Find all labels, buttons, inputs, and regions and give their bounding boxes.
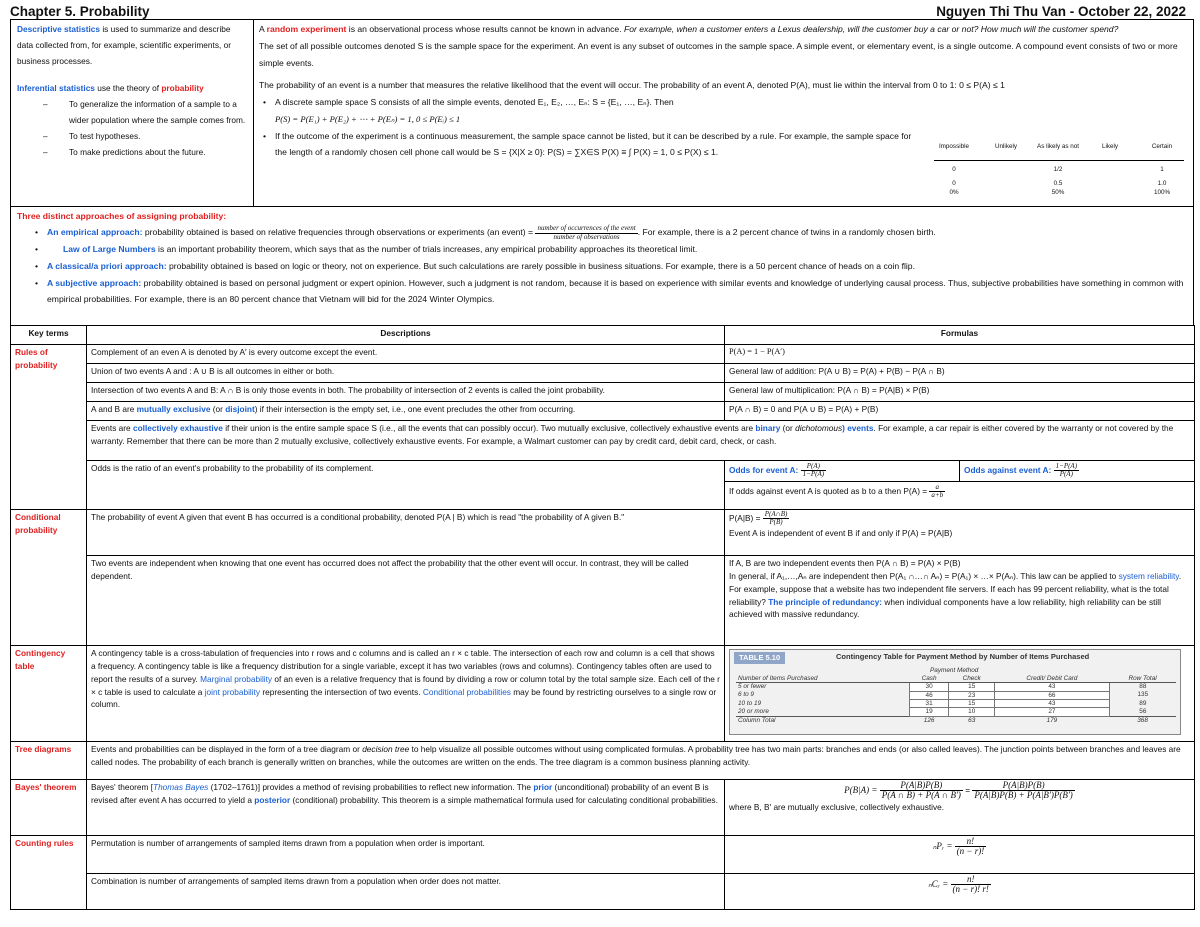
- random-experiment-text: A random experiment is an observational process whose results cannot be known in advance. For example, when a customer enters a Lexus dealership, will the customer buy a car or not? How much will the customer spend?: [259, 24, 1119, 34]
- list-item: – To test hypotheses.: [17, 128, 247, 144]
- list-item: • An empirical approach: probability obtained is based on relative frequencies through observations or experiments (an event) = $\frac{\text{number of occurrences of the event}}{\text{number of observations}}$ . For example, there is a 2 percent chance of twins in a randomly chosen birth.: [31, 224, 1187, 241]
- table-row: 20 or more 19 10 27 56: [738, 707, 1147, 716]
- scale-percents: 0% 50% 100%: [949, 189, 1171, 197]
- inferential-statistics-term: Inferential statistics: [17, 82, 95, 93]
- list-item: • If the outcome of the experiment is a continuous measurement, the sample space cannot be listed, but it can be described by a rule. For example, the sample space for the length of a randomly chosen cell phone call would be S = {X|X ≥ 0}: P(S) = ∑X∈S P(X) ≡ ∫ P(X) = 1, 0 ≤ P(X) ≤ 1.: [259, 128, 914, 162]
- table-row: Column Total 126 63 179 368: [736, 716, 1176, 724]
- probability-scale: [928, 142, 1190, 198]
- random-experiment-term: random experiment: [266, 24, 347, 34]
- column-header: Formulas: [725, 326, 1195, 345]
- sample-space-text: The set of all possible outcomes denoted S is the sample space for the experiment. An event is any subset of outcomes in the sample space. A simple event, or elementary event, is a single outcome. A compound event consists of two or more simple events.: [259, 40, 1178, 68]
- odds-quoted-fraction: $\frac{a}{a+b}$: [931, 482, 944, 500]
- scale-decimals: 0 0.5 1.0: [952, 179, 1167, 187]
- conditional-fraction: $\frac{P(A\cap B)}{P(B)}$: [764, 510, 788, 527]
- list-item: • Law of Large Numbers is an important probability theorem, which says that as the number of trials increases, any empirical probability approaches its theoretical limit.: [31, 241, 1187, 258]
- approaches-box: [10, 206, 1194, 326]
- table-row: 10 to 19 31 15 43 89: [738, 699, 1147, 708]
- table-row: Conditional probability The probability of event A given that event B has occurred is a conditional probability, denoted P(A | B) which is read "the probability of A given B." P(A|B) = $\frac{P(A\cap B)}{P(B)}$ Event A is independent of event B if and only if P(A) = P(A|B): [11, 510, 1195, 556]
- key-term-rules: Rules of probability: [11, 345, 87, 510]
- table-row: Two events are independent when knowing that one event has occurred does not affect the probability that the other event will occur. In contrast, they will be called dependent. If A, B are two independent events then P(A ∩ B) = P(A) × P(B) In general, if A₁,…,Aₙ are independent then P(A₁ ∩…∩ Aₙ) = P(A₁) × …× P(Aₙ). This law can be applied to system reliability. For example, suppose that a website has two independent file servers. If each has 99 percent reliability, what is the total reliability? The principle of redundancy: when individual components have a low reliability, high reliability can be still achieved with massive redundancy.: [11, 556, 1195, 646]
- statistics-intro-box: [10, 19, 254, 207]
- table-row: Rules of probability Complement of an even A is denoted by A′ is every outcome except the event. P(A) = 1 − P(A′): [11, 345, 1195, 364]
- descriptive-statistics-text: Descriptive statistics is used to summarize and describe data collected from, for example, scientific experiments, or business processes.: [17, 24, 231, 67]
- scale-line: [934, 160, 1184, 161]
- sample-space-types: [259, 94, 914, 161]
- table-header-row: [11, 326, 1195, 345]
- discrete-formula: P(S) = P(E₁) + P(E₂) + ⋯ + P(Eₙ) = 1, 0 ≤ P(Eᵢ) ≤ 1: [275, 113, 461, 124]
- table-caption: TABLE 5.10: [734, 652, 785, 664]
- bayes-fraction-2: $\frac{P(A|B)P(B)}{P(A|B)P(B) + P(A|B')P(B')}$: [974, 780, 1073, 801]
- table-row: Intersection of two events A and B: A ∩ B is only those events in both. The probability of intersection of 2 events is called the joint probability. General law of multiplication: P(A ∩ B) = P(A|B) × P(B): [11, 383, 1195, 402]
- table-row: Contingency table A contingency table is a cross-tabulation of frequencies into r rows and c columns and is called an r × c table. The intersection of each row and column is a cell that shows a frequency. A contingency table is like a frequency distribution for a single variable, except it has two variables (rows and columns). Contingency tables often are used to report the results of a survey. Marginal probability of an even is a relative frequency that is found by dividing a row or column total by the total sample size. Each cell of the r × c table is used to calculate a joint probability representing the intersection of two events. Conditional probabilities may be found by restricting ourselves to a single row or column. TABLE 5.10 Contingency Table for Payment Method by Number of Items Purchased Payment Method Number of Items Purchased Cash Check Credit/ Debit Card Row Total 5 or fewer 30 15 43 88 6 to 9 46 23 66 135 10 to 19 31 15 43 89 20 or more 19 10 27 56 Column Total 126 63 179 368: [11, 646, 1195, 742]
- table-row: 6 to 9 46 23 66 135: [738, 691, 1149, 699]
- approaches-list: [17, 224, 1187, 308]
- odds-for-fraction: $\frac{P(A)}{1-P(A)}$: [802, 462, 825, 479]
- combination-fraction: $\frac{n!}{(n - r)! r!}$: [952, 874, 989, 895]
- page-header: [10, 2, 1190, 20]
- table-row: Union of two events A and : A ∪ B is all outcomes in either or both. General law of addition: P(A ∪ B) = P(A) + P(B) − P(A ∩ B): [11, 364, 1195, 383]
- list-item: • A discrete sample space S consists of all the simple events, denoted E₁, E₂, …, Eₙ: S = {E₁, …, Eₙ}. Then P(S) = P(E₁) + P(E₂) + ⋯ + P(Eₙ) = 1, 0 ≤ P(Eᵢ) ≤ 1: [259, 94, 914, 128]
- table-row: Events are collectively exhaustive if their union is the entire sample space S (i.e., all the events that can possibly occur). Two mutually exclusive, collectively exhaustive events are binary (or dichotomous) events. For example, a car repair is either covered by the warranty or not covered by the warranty. Remember that there can be more than 2 mutually exclusive, collectively exhaustive events. For example, a Walmart customer can pay by credit card, debit card, check, or cash.: [11, 421, 1195, 461]
- odds-against-fraction: $\frac{1-P(A)}{P(A)}$: [1055, 462, 1078, 479]
- bayes-fraction-1: $\frac{P(A|B)P(B)}{P(A \cap B) + P(A \cap B')}$: [881, 780, 961, 801]
- key-terms-table: [10, 325, 1195, 910]
- inferential-uses-list: [17, 96, 247, 161]
- contingency-data: Number of Items Purchased Cash Check Credit/ Debit Card Row Total 5 or fewer 30 15 43 88 6 to 9 46 23 66 135 10 to 19 31 15 43 89 20 or more 19 10 27 56 Column Total 126 63 179 368: [736, 675, 1176, 724]
- approaches-heading: Three distinct approaches of assigning probability:: [17, 211, 227, 221]
- probability-definition: The probability of an event is a number that measures the relative likelihood that the event will occur. The probability of an event A, denoted P(A), must lie within the interval from 0 to 1: 0 ≤ P(A) ≤ 1: [259, 80, 1005, 91]
- inferential-statistics-text: Inferential statistics use the theory of probability: [17, 82, 204, 93]
- list-item: – To make predictions about the future.: [17, 144, 247, 160]
- table-row: Counting rules Permutation is number of arrangements of sampled items drawn from a population when order is important. ₙPᵣ = $\frac{n!}{(n - r)!}$: [11, 836, 1195, 874]
- key-term-contingency: Contingency table: [11, 646, 87, 742]
- contingency-table-image: [729, 649, 1181, 735]
- table-row: Bayes' theorem Bayes' theorem [Thomas Bayes (1702–1761)] provides a method of revising probabilities to reflect new information. The prior (unconditional) probability of an event B is revised after event A has occurred to yield a posterior (conditional) probability. This theorem is a simple mathematical formula used for calculating conditional probabilities. P(B|A) = $\frac{P(A|B)P(B)}{P(A \cap B) + P(A \cap B')}$ = $\frac{P(A|B)P(B)}{P(A|B)P(B) + P(A|B')P(B')}$ where B, B′ are mutually exclusive, collectively exhaustive.: [11, 780, 1195, 836]
- column-header: Key terms: [11, 326, 87, 345]
- table-row: A and B are mutually exclusive (or disjoint) if their intersection is the empty set, i.e., one event precludes the other from occurring. P(A ∩ B) = 0 and P(A ∪ B) = P(A) + P(B): [11, 402, 1195, 421]
- key-term-conditional: Conditional probability: [11, 510, 87, 646]
- odds-formulas: Odds for event A: $\frac{P(A)}{1-P(A)}$ Odds against event A: $\frac{1-P(A)}{P(A)}$ If odds against event A is quoted as b to a then P(A) = $\frac{a}{a+b}$: [725, 461, 1194, 501]
- list-item: • A subjective approach: probability obtained is based on personal judgment or expert opinion. However, such a judgment is not random, because it is based on experience with similar events and knowledge of underlying causal process. Thus, subjective probabilities have something in common with empirical probabilities. For example, there is an 80 percent chance that Vietnam will bid for the 2024 Winter Olympics.: [31, 275, 1187, 309]
- key-term-counting: Counting rules: [11, 836, 87, 910]
- chapter-title: Chapter 5. Probability: [10, 4, 150, 19]
- table-title: Contingency Table for Payment Method by Number of Items Purchased: [836, 652, 1090, 661]
- author-date: Nguyen Thi Thu Van - October 22, 2022: [936, 4, 1186, 19]
- scale-fractions: 0 1/2 1: [952, 165, 1164, 173]
- key-term-tree: Tree diagrams: [11, 742, 87, 780]
- permutation-fraction: $\frac{n!}{(n - r)!}$: [956, 836, 985, 857]
- list-item: • A classical/a priori approach: probability obtained is based on logic or theory, not on experience. But such calculations are rarely possible in business situations. For example, there is a 50 percent chance of heads on a coin flip.: [31, 258, 1187, 275]
- table-row: Tree diagrams Events and probabilities can be displayed in the form of a tree diagram or decision tree to help visualize all possible outcomes without using complicated formulas. A probability tree has two main parts: branches and ends (or also called leaves). The junction points between branches and leaves are called nodes. The probability of each branch is generally written on branches, while the outcomes are written on the ends. The tree diagram is a common business planning activity.: [11, 742, 1195, 780]
- table-row: 5 or fewer 30 15 43 88: [738, 683, 1147, 691]
- key-term-bayes: Bayes' theorem: [11, 780, 87, 836]
- table-row: Odds is the ratio of an event's probability to the probability of its complement. Odds for event A: $\frac{P(A)}{1-P(A)}$ Odds against event A: $\frac{1-P(A)}{P(A)}$ If odds against event A is quoted as b to a then P(A) = $\frac{a}{a+b}$: [11, 461, 1195, 510]
- payment-method-label: Payment Method: [930, 667, 979, 674]
- list-item: – To generalize the information of a sample to a wider population where the sample comes from.: [17, 96, 247, 128]
- column-header: Descriptions: [87, 326, 725, 345]
- empirical-fraction: $\frac{\text{number of occurrences of the event}}{\text{number of observations}}$: [537, 224, 636, 241]
- table-row: Combination is number of arrangements of sampled items drawn from a population when order does not matter. ₙCᵣ = $\frac{n!}{(n - r)! r!}$: [11, 874, 1195, 910]
- descriptive-statistics-term: Descriptive statistics: [17, 24, 101, 34]
- scale-labels: Impossible Unlikely As likely as not Likely Certain: [938, 143, 1173, 150]
